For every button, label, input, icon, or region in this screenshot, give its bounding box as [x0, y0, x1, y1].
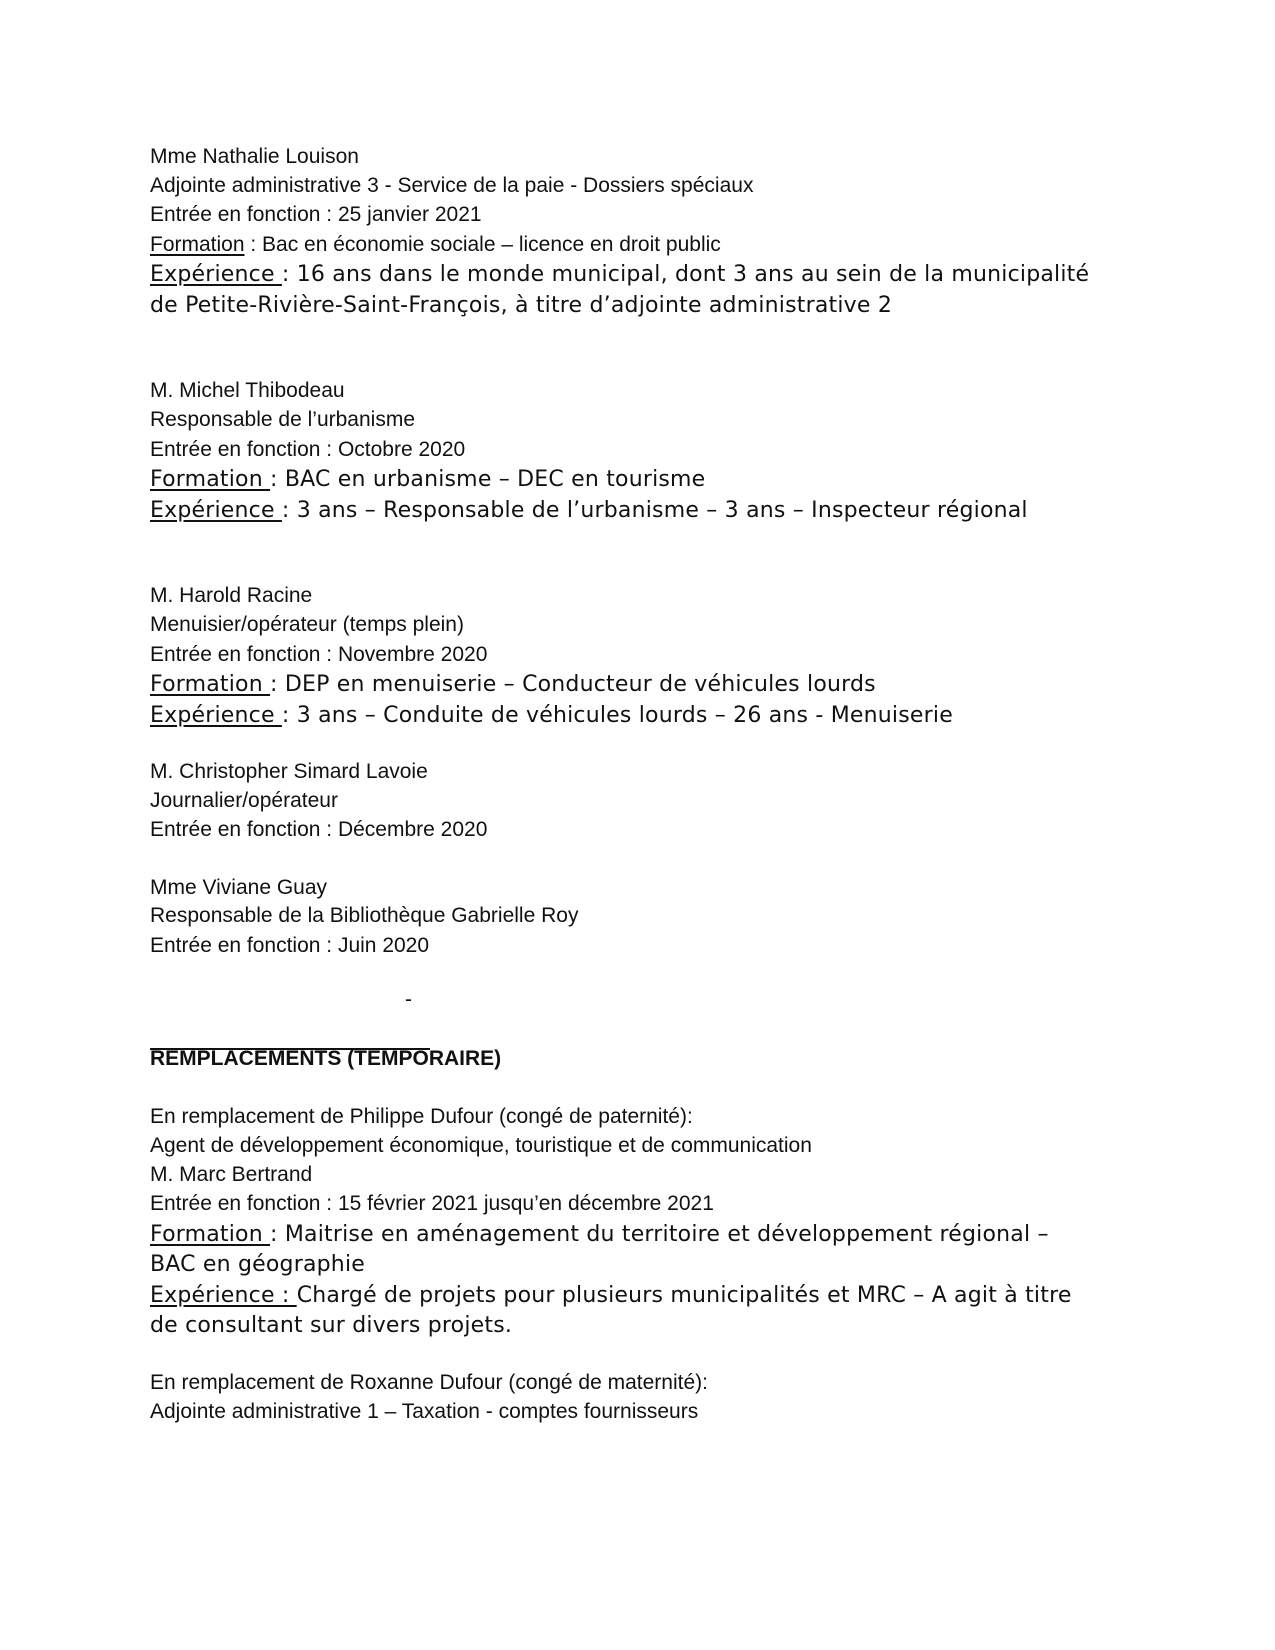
person-formation [150, 467, 705, 492]
formation-text: : Bac en économie sociale – licence en droit public [244, 233, 721, 256]
section-heading: REMPLACEMENTS (TEMPORAIRE) [150, 1047, 502, 1070]
experience-text: : 16 ans dans le monde municipal, dont 3 ans au sein de la municipalité [281, 262, 1090, 287]
person-name: M. Christopher Simard Lavoie [150, 760, 428, 783]
replacement-name: M. Marc Bertrand [150, 1163, 313, 1186]
formation-label: Formation [150, 1222, 271, 1247]
person-start-date: Entrée en fonction : Décembre 2020 [150, 818, 488, 841]
person-name: M. Harold Racine [150, 584, 313, 607]
person-experience [150, 498, 1028, 523]
person-experience [150, 703, 953, 728]
experience-label: Expérience [150, 703, 282, 728]
person-start-date: Entrée en fonction : Novembre 2020 [150, 643, 488, 666]
person-start-date: Entrée en fonction : Juin 2020 [150, 934, 430, 957]
formation-text: : Maitrise en aménagement du territoire et développement régional – [270, 1222, 1049, 1247]
replacement-experience [150, 1283, 1072, 1308]
person-title: Responsable de la Bibliothèque Gabrielle Roy [150, 904, 579, 927]
experience-label: Expérience [150, 498, 282, 523]
person-experience [150, 262, 1089, 287]
replacement-formation [150, 1222, 1049, 1247]
experience-text: : 3 ans – Conduite de véhicules lourds – 26 ans - Menuiserie [281, 703, 953, 728]
experience-continuation: de consultant sur divers projets. [150, 1313, 513, 1338]
person-title: Responsable de l’urbanisme [150, 408, 415, 431]
person-start-date: Entrée en fonction : Octobre 2020 [150, 438, 466, 461]
experience-label: Expérience [150, 262, 282, 287]
formation-continuation: BAC en géographie [150, 1252, 365, 1277]
separator-dash: - [405, 988, 412, 1011]
person-name: M. Michel Thibodeau [150, 379, 345, 402]
formation-text: : BAC en urbanisme – DEC en tourisme [270, 467, 706, 492]
experience-text: : 3 ans – Responsable de l’urbanisme – 3 ans – Inspecteur régional [281, 498, 1028, 523]
person-start-date: Entrée en fonction : 25 janvier 2021 [150, 203, 482, 226]
replacement-role: Adjointe administrative 1 – Taxation - comptes fournisseurs [150, 1400, 699, 1423]
person-title: Adjointe administrative 3 - Service de la paie - Dossiers spéciaux [150, 174, 754, 197]
person-formation [150, 672, 876, 697]
experience-text: Chargé de projets pour plusieurs municipalités et MRC – A agit à titre [296, 1283, 1072, 1308]
person-name: Mme Nathalie Louison [150, 145, 359, 168]
experience-label: Expérience : [150, 1283, 297, 1308]
person-title: Journalier/opérateur [150, 789, 338, 812]
formation-label: Formation [150, 672, 271, 697]
person-name: Mme Viviane Guay [150, 876, 328, 899]
replacement-start-date: Entrée en fonction : 15 février 2021 jusqu’en décembre 2021 [150, 1192, 714, 1215]
experience-continuation: de Petite-Rivière-Saint-François, à titre d’adjointe administrative 2 [150, 293, 893, 318]
formation-label: Formation [150, 233, 245, 256]
formation-text: : DEP en menuiserie – Conducteur de véhicules lourds [270, 672, 876, 697]
formation-label: Formation [150, 467, 271, 492]
replacement-role: Agent de développement économique, touristique et de communication [150, 1134, 812, 1157]
replacement-context: En remplacement de Roxanne Dufour (congé de maternité): [150, 1371, 708, 1394]
person-formation [150, 233, 721, 257]
replacement-context: En remplacement de Philippe Dufour (congé de paternité): [150, 1105, 693, 1128]
person-title: Menuisier/opérateur (temps plein) [150, 613, 464, 636]
